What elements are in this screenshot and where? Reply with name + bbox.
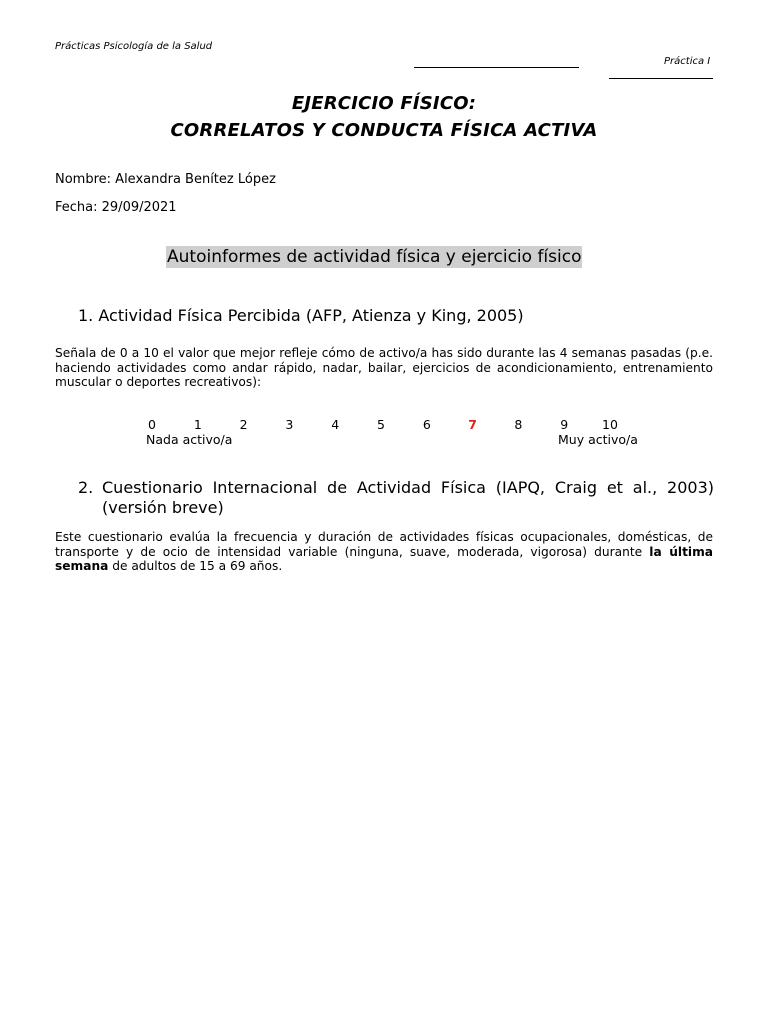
item1-heading [78,306,524,325]
document-title-line2: CORRELATOS Y CONDUCTA FÍSICA ACTIVA [170,120,598,141]
scale-anchor-low: Nada activo/a [146,432,233,447]
header-practice-label: Práctica I [664,56,711,67]
date-label: Fecha: [55,200,98,215]
scale-value-10: 10 [602,417,618,432]
header-underline [609,78,713,79]
header-blank-line [414,67,579,68]
item2-heading [78,478,714,518]
scale-value-0: 0 [148,417,156,432]
section-heading: Autoinformes de actividad física y ejercicio físico [167,247,582,267]
scale-anchor-high: Muy activo/a [558,432,638,447]
scale-value-7: 7 [468,417,477,432]
scale-value-2: 2 [239,417,248,432]
scale-value-9: 9 [560,417,569,432]
item2-title-line1: Cuestionario Internacional de Actividad Física (IAPQ, Craig et al., 2003) [102,478,714,497]
item2-title-line2: (versión breve) [102,498,224,517]
item1-title: Actividad Física Percibida (AFP, Atienza y King, 2005) [98,306,524,325]
scale-value-4: 4 [331,417,340,432]
name-label: Nombre: [55,172,112,187]
item1-instructions: Señala de 0 a 10 el valor que mejor refleje cómo de activo/a has sido durante las 4 semanas pasadas (p.e. haciendo actividades como andar rápido, nadar, bailar, ejercicios de acondicionamiento, entrenamiento muscular o deportes recreativos): [55,346,713,389]
item2-text-after: de adultos de 15 a 69 años. [108,559,283,573]
item2-description [55,530,713,574]
date-value: 29/09/2021 [101,200,177,215]
item2-number: 2. [78,478,94,497]
scale-value-6: 6 [422,417,431,432]
header-course-title: Prácticas Psicología de la Salud [55,41,213,52]
scale-value-8: 8 [514,417,523,432]
item2-text-before: Este cuestionario evalúa la frecuencia y duración de actividades físicas ocupacionales, domésticas, de transporte y de ocio de intensidad variable (ninguna, suave, moderada, vigorosa) durante [55,530,713,559]
document-title-line1: EJERCICIO FÍSICO: [291,93,477,114]
item1-number: 1. [78,306,94,325]
scale-value-3: 3 [285,417,294,432]
name-value: Alexandra Benítez López [115,172,276,187]
scale-value-1: 1 [193,417,202,432]
scale-value-5: 5 [377,417,385,432]
student-name-row [55,172,276,187]
item2-text-bold: la última semana [55,544,713,573]
date-row [55,200,177,215]
